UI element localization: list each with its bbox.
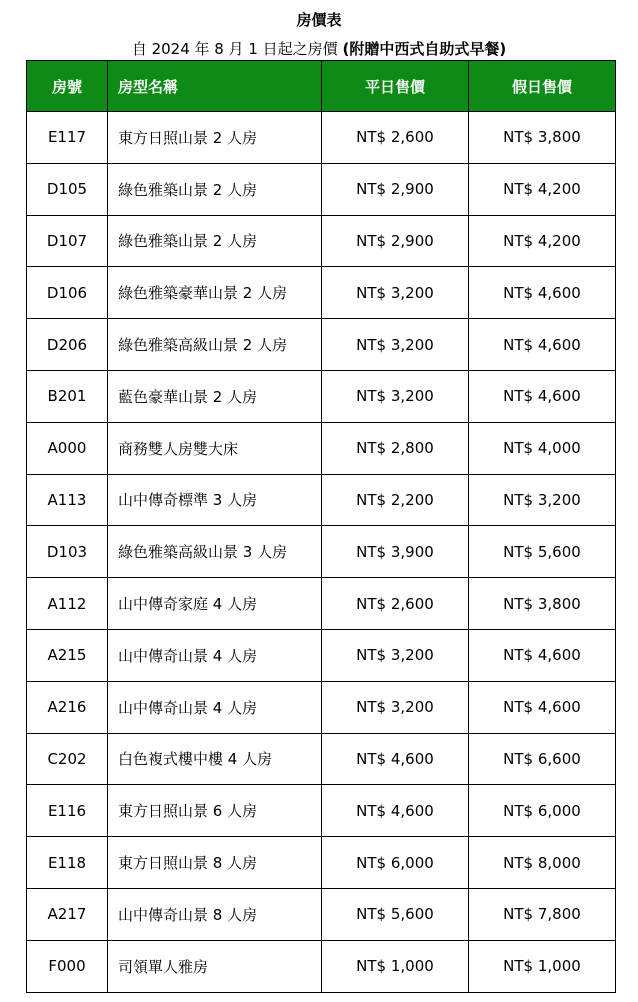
header-room-type: 房型名稱: [108, 61, 322, 112]
weekday-price-cell: NT$ 2,600: [322, 578, 469, 630]
room-type-cell: 綠色雅築山景 2 人房: [108, 215, 322, 267]
room-type-cell: 山中傳奇家庭 4 人房: [108, 578, 322, 630]
page-subtitle: [0, 38, 638, 59]
holiday-price-cell: NT$ 4,200: [469, 163, 616, 215]
subtitle-note: (附贈中西式自助式早餐): [342, 40, 507, 58]
room-number-cell: A000: [27, 422, 108, 474]
room-number-cell: D107: [27, 215, 108, 267]
room-number-cell: A113: [27, 474, 108, 526]
holiday-price-cell: NT$ 4,600: [469, 267, 616, 319]
weekday-price-cell: NT$ 3,200: [322, 629, 469, 681]
weekday-price-cell: NT$ 3,900: [322, 526, 469, 578]
room-number-cell: A215: [27, 629, 108, 681]
room-number-cell: D103: [27, 526, 108, 578]
holiday-price-cell: NT$ 8,000: [469, 837, 616, 889]
table-body: [27, 112, 616, 993]
room-type-cell: 商務雙人房雙大床: [108, 422, 322, 474]
table-row: [27, 474, 616, 526]
subtitle-date: 自 2024 年 8 月 1 日起之房價: [131, 40, 338, 58]
weekday-price-cell: NT$ 3,200: [322, 319, 469, 371]
holiday-price-cell: NT$ 1,000: [469, 940, 616, 992]
header-room-number: 房號: [27, 61, 108, 112]
holiday-price-cell: NT$ 7,800: [469, 888, 616, 940]
room-type-cell: 東方日照山景 2 人房: [108, 112, 322, 164]
holiday-price-cell: NT$ 4,600: [469, 319, 616, 371]
room-type-cell: 藍色豪華山景 2 人房: [108, 370, 322, 422]
table-row: [27, 888, 616, 940]
table-row: [27, 163, 616, 215]
weekday-price-cell: NT$ 3,200: [322, 370, 469, 422]
weekday-price-cell: NT$ 1,000: [322, 940, 469, 992]
holiday-price-cell: NT$ 4,600: [469, 681, 616, 733]
room-type-cell: 山中傳奇山景 4 人房: [108, 681, 322, 733]
table-row: [27, 526, 616, 578]
holiday-price-cell: NT$ 4,600: [469, 629, 616, 681]
table-row: [27, 578, 616, 630]
table-row: [27, 785, 616, 837]
room-type-cell: 綠色雅築高級山景 3 人房: [108, 526, 322, 578]
holiday-price-cell: NT$ 4,200: [469, 215, 616, 267]
room-type-cell: 綠色雅築豪華山景 2 人房: [108, 267, 322, 319]
room-number-cell: B201: [27, 370, 108, 422]
holiday-price-cell: NT$ 6,000: [469, 785, 616, 837]
room-type-cell: 綠色雅築山景 2 人房: [108, 163, 322, 215]
room-number-cell: D105: [27, 163, 108, 215]
room-number-cell: F000: [27, 940, 108, 992]
weekday-price-cell: NT$ 2,900: [322, 215, 469, 267]
holiday-price-cell: NT$ 6,600: [469, 733, 616, 785]
table-row: [27, 422, 616, 474]
room-type-cell: 東方日照山景 6 人房: [108, 785, 322, 837]
weekday-price-cell: NT$ 4,600: [322, 733, 469, 785]
holiday-price-cell: NT$ 5,600: [469, 526, 616, 578]
room-type-cell: 綠色雅築高級山景 2 人房: [108, 319, 322, 371]
room-number-cell: D206: [27, 319, 108, 371]
weekday-price-cell: NT$ 2,200: [322, 474, 469, 526]
room-number-cell: D106: [27, 267, 108, 319]
weekday-price-cell: NT$ 3,200: [322, 267, 469, 319]
weekday-price-cell: NT$ 3,200: [322, 681, 469, 733]
room-type-cell: 白色複式樓中樓 4 人房: [108, 733, 322, 785]
table-row: [27, 733, 616, 785]
weekday-price-cell: NT$ 2,800: [322, 422, 469, 474]
table-row: [27, 681, 616, 733]
weekday-price-cell: NT$ 2,900: [322, 163, 469, 215]
table-row: [27, 112, 616, 164]
room-number-cell: A216: [27, 681, 108, 733]
room-number-cell: C202: [27, 733, 108, 785]
header-weekday-price: 平日售價: [322, 61, 469, 112]
table-row: [27, 319, 616, 371]
room-number-cell: A112: [27, 578, 108, 630]
holiday-price-cell: NT$ 3,800: [469, 112, 616, 164]
weekday-price-cell: NT$ 5,600: [322, 888, 469, 940]
weekday-price-cell: NT$ 6,000: [322, 837, 469, 889]
room-number-cell: E117: [27, 112, 108, 164]
room-type-cell: 山中傳奇山景 8 人房: [108, 888, 322, 940]
table-row: [27, 215, 616, 267]
room-number-cell: E118: [27, 837, 108, 889]
room-type-cell: 司領單人雅房: [108, 940, 322, 992]
weekday-price-cell: NT$ 2,600: [322, 112, 469, 164]
holiday-price-cell: NT$ 3,800: [469, 578, 616, 630]
header-holiday-price: 假日售價: [469, 61, 616, 112]
room-number-cell: A217: [27, 888, 108, 940]
table-row: [27, 837, 616, 889]
price-table: [26, 60, 616, 993]
holiday-price-cell: NT$ 4,600: [469, 370, 616, 422]
table-header-row: [27, 61, 616, 112]
table-row: [27, 267, 616, 319]
room-number-cell: E116: [27, 785, 108, 837]
table-row: [27, 940, 616, 992]
table-row: [27, 370, 616, 422]
table-row: [27, 629, 616, 681]
holiday-price-cell: NT$ 4,000: [469, 422, 616, 474]
room-type-cell: 山中傳奇山景 4 人房: [108, 629, 322, 681]
page-title: 房價表: [296, 11, 342, 29]
room-type-cell: 東方日照山景 8 人房: [108, 837, 322, 889]
room-type-cell: 山中傳奇標準 3 人房: [108, 474, 322, 526]
holiday-price-cell: NT$ 3,200: [469, 474, 616, 526]
weekday-price-cell: NT$ 4,600: [322, 785, 469, 837]
